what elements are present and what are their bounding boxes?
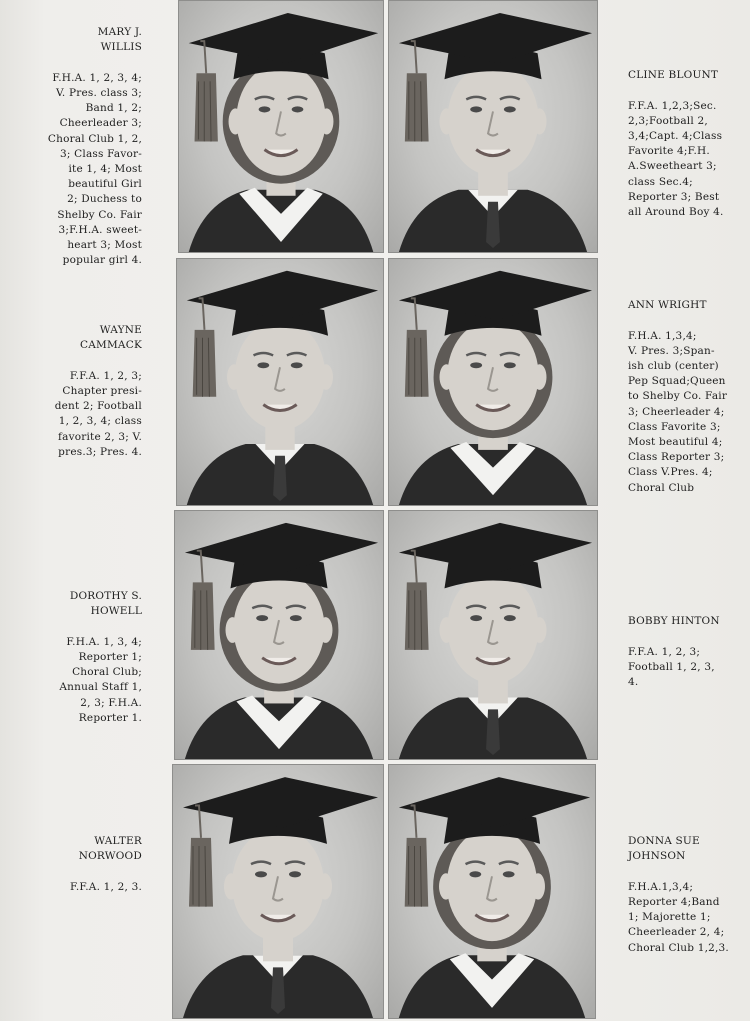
portrait-figure <box>179 1 383 252</box>
student-details: F.H.A. 1,3,4; V. Pres. 3;Span- ish club (center) Pep Squad;Queen to Shelby Co. Fair 3; Cheerleader 4; Class Favorite 3; Most beautiful 4; Class Reporter 3; Class V.Pres. 4; Choral Club <box>628 329 728 494</box>
student-name: CLINE BLOUNT <box>628 69 719 82</box>
portrait-mary-willis <box>178 0 384 253</box>
student-name: MARY J. WILLIS <box>97 26 142 54</box>
student-details: F.F.A. 1, 2, 3. <box>70 880 142 893</box>
student-name: DONNA SUE JOHNSON <box>628 835 700 863</box>
bio-donna-johnson <box>628 819 746 971</box>
bio-ann-wright <box>628 283 746 511</box>
portrait-cline-blount <box>388 0 598 253</box>
bio-dorothy-howell <box>4 574 142 741</box>
portrait-walter-norwood <box>172 764 384 1019</box>
portrait-wayne-cammack <box>176 258 384 506</box>
student-name: WAYNE CAMMACK <box>80 324 142 352</box>
student-details: F.F.A. 1, 2, 3; Chapter presi- dent 2; Football 1, 2, 3, 4; class favorite 2, 3; V. pres.3; Pres. 4. <box>54 369 142 458</box>
portrait-figure <box>389 1 597 252</box>
portrait-dorothy-howell <box>174 510 384 760</box>
student-name: WALTER NORWOOD <box>78 835 142 863</box>
portrait-figure <box>389 765 595 1018</box>
student-name: ANN WRIGHT <box>628 299 707 312</box>
bio-mary-willis <box>4 10 142 284</box>
portrait-figure <box>389 259 597 505</box>
portrait-figure <box>175 511 383 759</box>
student-details: F.H.A. 1, 3, 4; Reporter 1; Choral Club; Annual Staff 1, 2, 3; F.H.A. Reporter 1. <box>59 635 142 724</box>
bio-bobby-hinton <box>628 599 746 705</box>
student-details: F.F.A. 1,2,3;Sec. 2,3;Football 2, 3,4;Capt. 4;Class Favorite 4;F.H. A.Sweetheart 3; class Sec.4; Reporter 3; Best all Around Boy 4. <box>628 99 724 219</box>
student-details: F.F.A. 1, 2, 3; Football 1, 2, 3, 4. <box>628 645 715 689</box>
portrait-figure <box>389 511 597 759</box>
portrait-ann-wright <box>388 258 598 506</box>
student-name: DOROTHY S. HOWELL <box>69 590 142 618</box>
portrait-figure <box>177 259 383 505</box>
portrait-donna-johnson <box>388 764 596 1019</box>
bio-walter-norwood <box>4 819 142 910</box>
student-name: BOBBY HINTON <box>628 615 720 628</box>
portrait-figure <box>173 765 383 1018</box>
student-details: F.H.A. 1, 2, 3, 4; V. Pres. class 3; Band 1, 2; Cheerleader 3; Choral Club 1, 2, 3; Class Favor- ite 1, 4; Most beautiful Girl 2; Duchess to Shelby Co. Fair 3;F.H.A. sweet- heart 3; Most popular girl 4. <box>47 71 142 267</box>
bio-wayne-cammack <box>4 308 142 475</box>
bio-cline-blount <box>628 53 746 235</box>
portrait-bobby-hinton <box>388 510 598 760</box>
student-details: F.H.A.1,3,4; Reporter 4;Band 1; Majorette 1; Cheerleader 2, 4; Choral Club 1,2,3. <box>628 880 729 954</box>
